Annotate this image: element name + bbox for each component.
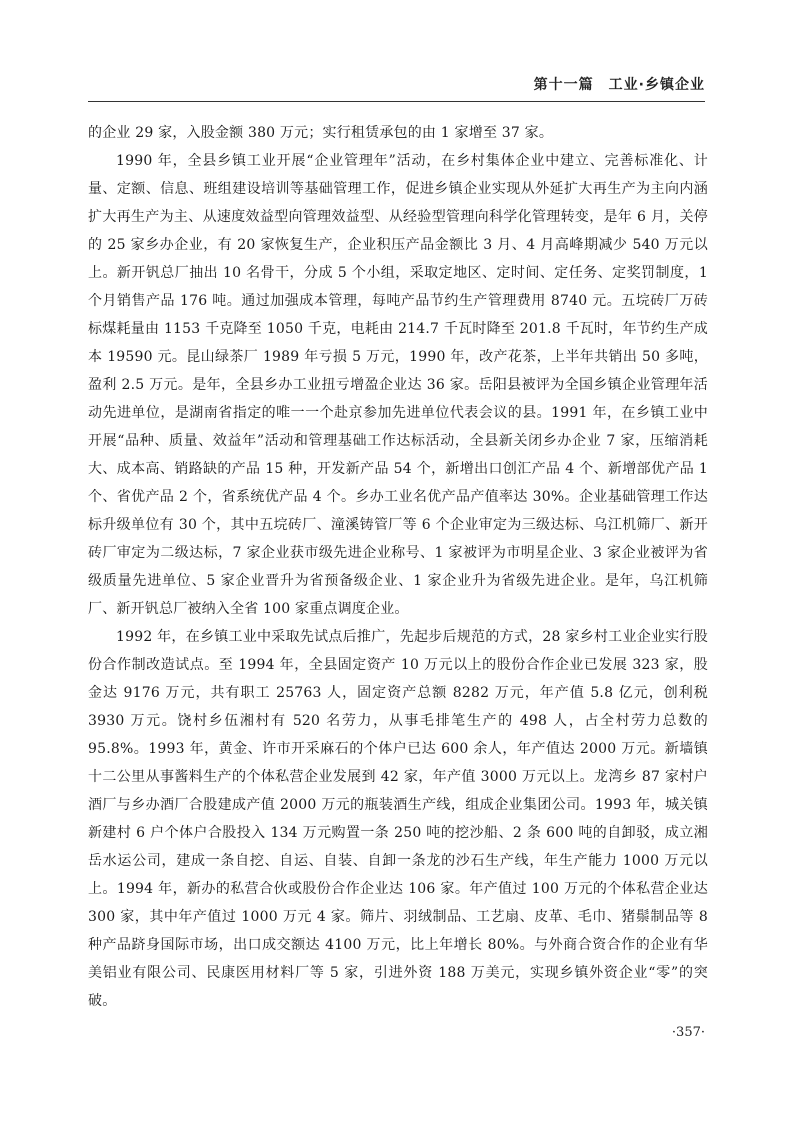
page-number: ·357· xyxy=(671,1025,705,1040)
body-text xyxy=(88,119,708,1015)
paragraph-continuation: 的企业 29 家，入股金额 380 万元；实行租赁承包的由 1 家增至 37 家。 xyxy=(88,125,554,141)
header-divider xyxy=(88,101,705,102)
running-header: 第十一篇 工业·乡镇企业 xyxy=(533,77,705,93)
paragraph-1990: 1990 年，全县乡镇工业开展“企业管理年”活动，在乡村集体企业中建立、完善标准化、计量、定额、信息、班组建设培训等基础管理工作，促进乡镇企业实现从外延扩大再生产为主向内涵扩大再生产为主、从速度效益型向管理效益型、从经验型管理向科学化管理转变，是年 6 月，关停的 25 家乡办企业，有 20 家恢复生产，企业积压产品金额比 3 月、4 月高峰期减少 540 万元以上。新开钒总厂抽出 10 名骨干，分成 5 个小组，采取定地区、定时间、定任务、定奖罚制度，1 个月销售产品 176 吨。通过加强成本管理，每吨产品节约生产管理费用 8740 元。五垸砖厂万砖标煤耗量由 1153 千克降至 1050 千克，电耗由 214.7 千瓦时降至 201.8 千瓦时，年节约生产成本 19590 元。昆山绿茶厂 1989 年亏损 5 万元，1990 年，改产花茶，上半年共销出 50 多吨，盈利 2.5 万元。是年，全县乡办工业扭亏增盈企业达 36 家。岳阳县被评为全国乡镇企业管理年活动先进单位，是湖南省指定的唯一一个赴京参加先进单位代表会议的县。1991 年，在乡镇工业中开展“品种、质量、效益年”活动和管理基础工作达标活动，全县新关闭乡办企业 7 家，压缩消耗大、成本高、销路缺的产品 15 种，开发新产品 54 个，新增出口创汇产品 4 个、新增部优产品 1 个、省优产品 2 个，省系统优产品 4 个。乡办工业名优产品产值率达 30%。企业基础管理工作达标升级单位有 30 个，其中五垸砖厂、潼溪铸管厂等 6 个企业审定为三级达标、乌江机筛厂、新开砖厂审定为二级达标，7 家企业获市级先进企业称号、1 家被评为市明星企业、3 家企业被评为省级质量先进单位、5 家企业晋升为省预备级企业、1 家企业升为省级先进企业。是年，乌江机筛厂、新开钒总厂被纳入全省 100 家重点调度企业。 xyxy=(88,153,708,617)
paragraph-1992: 1992 年，在乡镇工业中采取先试点后推广，先起步后规范的方式，28 家乡村工业企业实行股份合作制改造试点。至 1994 年，全县固定资产 10 万元以上的股份合作企业已发展 323 家，股金达 9176 万元，共有职工 25763 人，固定资产总额 8282 万元，年产值 5.8 亿元，创利税 3930 万元。饶村乡伍湘村有 520 名劳力，从事毛排笔生产的 498 人，占全村劳力总数的 95.8%。1993 年，黄金、许市开采麻石的个体户已达 600 余人，年产值达 2000 万元。新墙镇十二公里从事酱料生产的个体私营企业发展到 42 家，年产值 3000 万元以上。龙湾乡 87 家村户酒厂与乡办酒厂合股建成产值 2000 万元的瓶装酒生产线，组成企业集团公司。1993 年，城关镇新建村 6 户个体户合股投入 134 万元购置一条 250 吨的挖沙船、2 条 600 吨的自卸驳，成立湘岳水运公司，建成一条自挖、自运、自装、自卸一条龙的沙石生产线，年生产能力 1000 万元以上。1994 年，新办的私营合伙或股份合作企业达 106 家。年产值过 100 万元的个体私营企业达 300 家，其中年产值过 1000 万元 4 家。筛片、羽绒制品、工艺扇、皮革、毛巾、猪鬃制品等 8 种产品跻身国际市场，出口成交额达 4100 万元，比上年增长 80%。与外商合资合作的企业有华美铝业有限公司、民康医用材料厂等 5 家，引进外资 188 万美元，实现乡镇外资企业“零”的突破。 xyxy=(88,629,708,1009)
